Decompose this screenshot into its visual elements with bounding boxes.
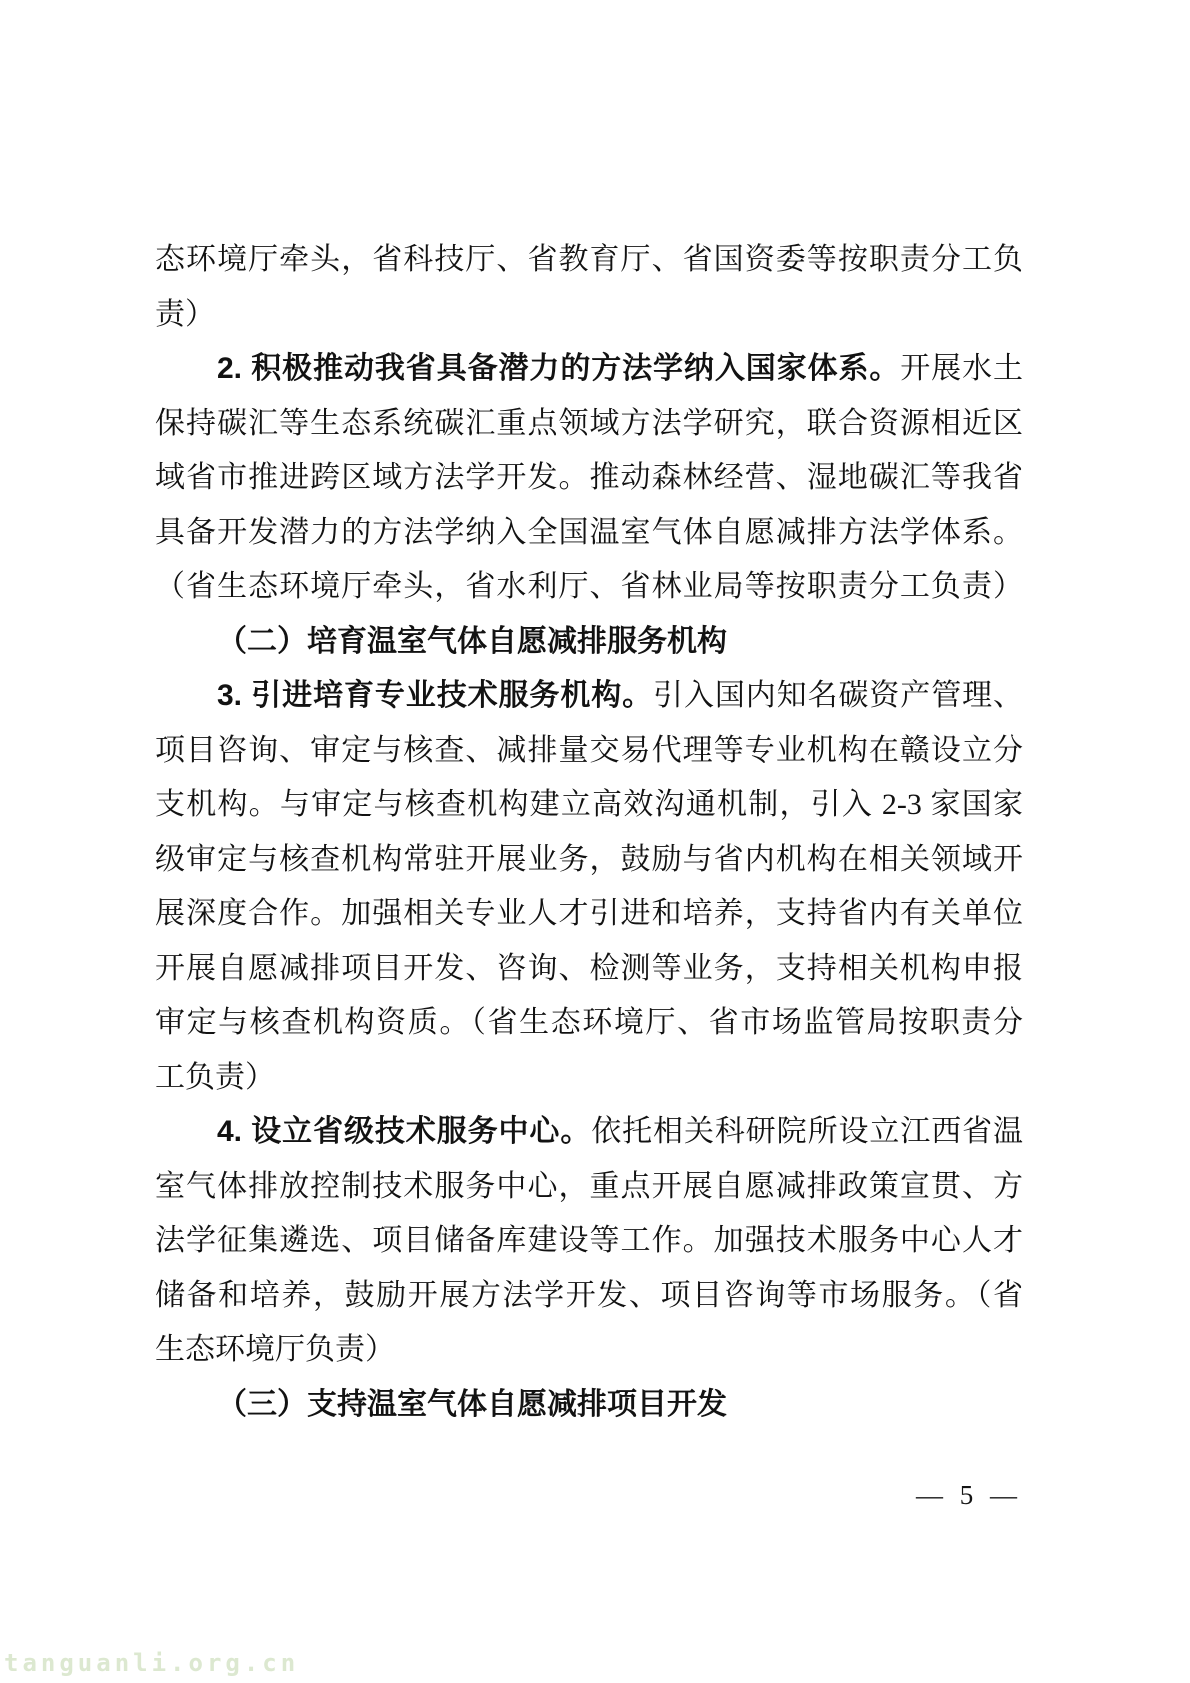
bold-text-segment: （二）培育温室气体自愿减排服务机构 bbox=[217, 624, 727, 658]
text-segment: 室气体排放控制技术服务中心，重点开展自愿减排政策宣贯、方 bbox=[155, 1169, 1023, 1203]
text-segment: 开展自愿减排项目开发、咨询、检测等业务，支持相关机构申报 bbox=[155, 951, 1023, 985]
text-segment: 开展水土 bbox=[900, 352, 1023, 385]
text-segment: 态环境厅牵头，省科技厅、省教育厅、省国资委等按职责分工负 bbox=[155, 243, 1023, 276]
page-number: — 5 — bbox=[916, 1480, 1022, 1510]
text-segment: 具备开发潜力的方法学纳入全国温室气体自愿减排方法学体系。 bbox=[155, 515, 1023, 549]
text-line bbox=[155, 615, 1023, 670]
text-segment: 展深度合作。加强相关专业人才引进和培养，支持省内有关单位 bbox=[155, 897, 1023, 930]
text-segment: 域省市推进跨区域方法学开发。推动森林经营、湿地碳汇等我省 bbox=[155, 461, 1023, 494]
text-segment: 级审定与核查机构常驻开展业务，鼓励与省内机构在相关领域开 bbox=[155, 842, 1023, 876]
bold-text-segment: 4. 设立省级技术服务中心。 bbox=[217, 1115, 592, 1148]
text-segment: 责） bbox=[155, 297, 215, 331]
text-segment: 支机构。与审定与核查机构建立高效沟通机制，引入 2-3 家国家 bbox=[155, 788, 1023, 821]
text-line bbox=[155, 288, 1023, 343]
text-segment: 审定与核查机构资质。（省生态环境厅、省市场监管局按职责分 bbox=[155, 1006, 1023, 1039]
text-segment: 生态环境厅负责） bbox=[155, 1333, 395, 1366]
text-line bbox=[155, 1269, 1023, 1324]
text-segment: 依托相关科研院所设立江西省温 bbox=[591, 1115, 1024, 1148]
text-line bbox=[155, 1378, 1023, 1433]
bold-text-segment: 2. 积极推动我省具备潜力的方法学纳入国家体系。 bbox=[217, 352, 901, 385]
text-line bbox=[155, 996, 1023, 1051]
text-line bbox=[155, 233, 1023, 288]
text-segment: 储备和培养，鼓励开展方法学开发、项目咨询等市场服务。（省 bbox=[155, 1278, 1023, 1312]
text-line bbox=[155, 669, 1023, 724]
text-line bbox=[155, 397, 1023, 452]
text-line bbox=[155, 778, 1023, 833]
text-segment: （省生态环境厅牵头，省水利厅、省林业局等按职责分工负责） bbox=[155, 570, 1023, 603]
text-line bbox=[155, 451, 1023, 506]
text-line bbox=[155, 942, 1023, 997]
text-segment: 工负责） bbox=[155, 1060, 275, 1094]
text-line bbox=[155, 1051, 1023, 1106]
text-line bbox=[155, 833, 1023, 888]
text-line bbox=[155, 1214, 1023, 1269]
text-line bbox=[155, 887, 1023, 942]
watermark: tanguanli.org.cn bbox=[4, 1649, 300, 1677]
bold-text-segment: （三）支持温室气体自愿减排项目开发 bbox=[217, 1387, 727, 1421]
text-line bbox=[155, 342, 1023, 397]
text-segment: 项目咨询、审定与核查、减排量交易代理等专业机构在赣设立分 bbox=[155, 733, 1023, 767]
text-segment: 保持碳汇等生态系统碳汇重点领域方法学研究，联合资源相近区 bbox=[155, 406, 1023, 440]
text-line bbox=[155, 1105, 1023, 1160]
document-body bbox=[155, 233, 1023, 1432]
text-line bbox=[155, 1160, 1023, 1215]
text-line bbox=[155, 1323, 1023, 1378]
text-line bbox=[155, 560, 1023, 615]
text-line bbox=[155, 724, 1023, 779]
bold-text-segment: 3. 引进培育专业技术服务机构。 bbox=[217, 679, 654, 712]
text-segment: 法学征集遴选、项目储备库建设等工作。加强技术服务中心人才 bbox=[155, 1224, 1023, 1257]
text-segment: 引入国内知名碳资产管理、 bbox=[653, 679, 1024, 712]
text-line bbox=[155, 506, 1023, 561]
